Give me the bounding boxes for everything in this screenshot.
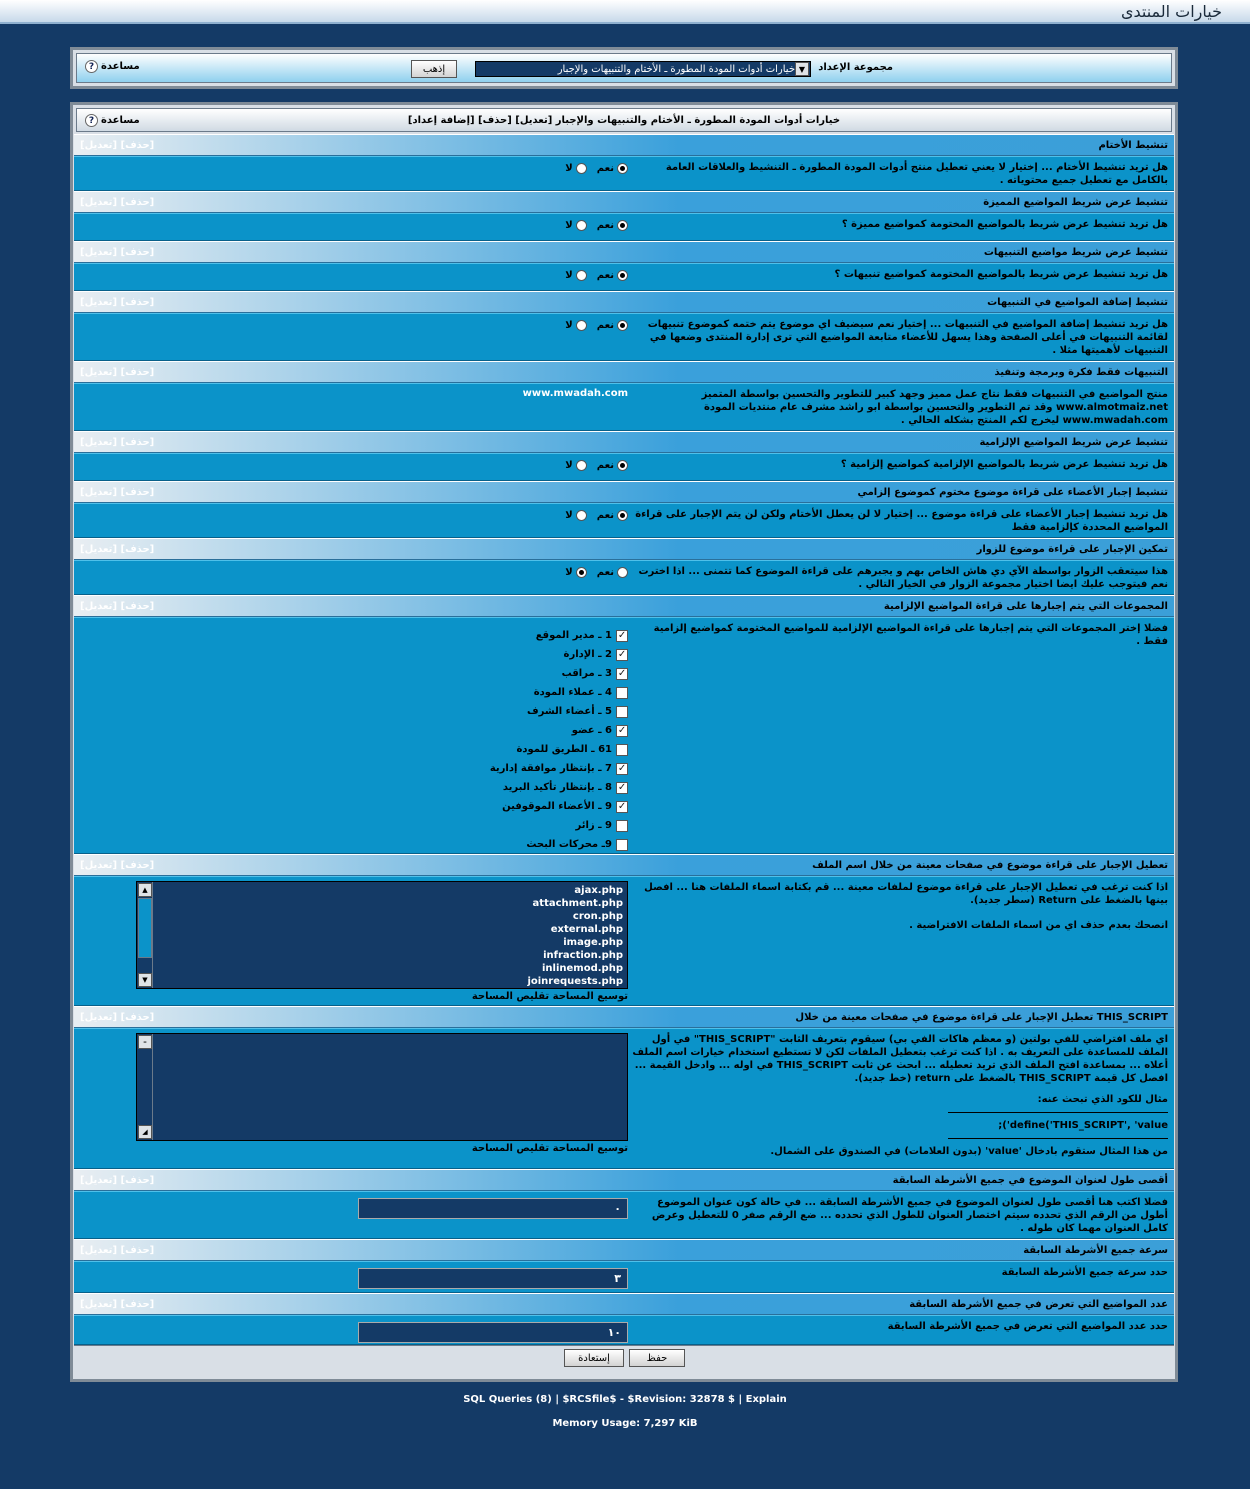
yes-no-radios <box>565 567 628 578</box>
edit-delete-links[interactable]: [تعديل] [حذف] <box>80 487 155 498</box>
go-button[interactable]: إذهب <box>411 60 457 78</box>
radio-no[interactable]: لا <box>565 163 586 174</box>
setting-header: تنشيط إضافة المواضيع في التنبيهات [تعديل] [حذف] <box>74 291 1174 313</box>
checkbox-icon <box>616 839 628 851</box>
help-icon: ? <box>85 114 98 127</box>
checkbox-icon: ✓ <box>617 629 627 641</box>
checkbox-icon: ✓ <box>617 781 627 793</box>
ticker-speed-input[interactable]: ٣ <box>358 1268 628 1289</box>
setting-description: منتج المواضيع في التنبيهات فقط نتاج عمل مميز وجهد كبير للتطوير والتحسين بواسطة المتميز www.almotmaiz.net وقد تم التطوير والتحسين بواسطة ابو راشد مشرف عام منتديات المودة www.mwadah.com ليخرج لكم المنتج بشكله الحالي . <box>701 389 1168 426</box>
setting-description: هذا سيتعقب الزوار بواسطة الآي دي هاش الخاص بهم و يجبرهم على قراءة الموضوع كما تتمنى ... اذا اخترت نعم فيتوجب عليك ايضا اختيار مجموعة الزوار في الخيار التالي . <box>638 566 1168 590</box>
setting-header: أقصى طول لعنوان الموضوع في جميع الأشرطة السابقة [تعديل] [حذف] <box>74 1169 1174 1191</box>
edit-delete-links[interactable]: [تعديل] [حذف] <box>80 367 155 378</box>
setting-row <box>74 453 1174 481</box>
setting-group-label: مجموعة الإعداد <box>818 62 893 73</box>
setting-row <box>74 876 1174 1006</box>
textarea-scrollbar[interactable] <box>137 882 153 988</box>
radio-yes[interactable]: نعم <box>597 567 628 578</box>
radio-no[interactable]: لا <box>565 567 586 578</box>
title-length-input[interactable]: ٠ <box>358 1198 628 1219</box>
settings-list <box>74 134 1174 1371</box>
edit-delete-links[interactable]: [تعديل] [حذف] <box>80 601 155 612</box>
radio-no[interactable]: لا <box>565 270 586 281</box>
setting-row <box>74 1028 1174 1169</box>
radio-yes[interactable]: نعم <box>597 460 628 471</box>
help-link-top[interactable] <box>85 60 140 73</box>
usergroup-checkbox[interactable]: ✓ 8 ـ بإنتظار تأكيد البريد <box>502 781 627 793</box>
setting-description: هل تريد تنشيط إجبار الأعضاء على قراءة موضوع ... إختيار لا لن يعطل الأختام ولكن لن يتم الإجبار على قراءة المواضيع المحددة كإلزامية فقط <box>635 509 1168 533</box>
setting-description: هل تريد تنشيط عرض شريط بالمواضيع الإلزامية كمواضيع إلزامية ؟ <box>840 459 1168 470</box>
setting-row <box>74 560 1174 595</box>
setting-description: فضلا إختر المجموعات التي يتم إجبارها على قراءة المواضيع الإلزامية للمواضيع المختومة كمواضيع إلزامية فقط . <box>653 623 1168 647</box>
setting-group-selected: خيارات أدوات المودة المطورة ـ الأختام والتنبيهات والإجبار <box>557 63 795 75</box>
setting-row <box>74 263 1174 291</box>
edit-delete-links[interactable]: [تعديل] [حذف] <box>80 544 155 555</box>
resize-links[interactable]: توسيع المساحة تقليص المساحة <box>471 991 628 1002</box>
setting-description: هل تريد تنشيط عرض شريط بالمواضيع المختومة كمواضيع تنبيهات ؟ <box>834 269 1168 280</box>
scroll-down-icon: ▼ <box>138 973 152 987</box>
setting-row <box>74 213 1174 241</box>
checkbox-icon: ✓ <box>617 800 627 812</box>
help-label: مساعدة <box>101 61 140 72</box>
edit-delete-links[interactable]: [تعديل] [حذف] <box>80 247 155 258</box>
setting-row <box>74 313 1174 361</box>
setting-description: هل تريد تنشيط إضافة المواضيع في التنبيهات ... إختيار نعم سيضيف اي موضوع يتم ختمه كموضوع تنبيهات لقائمة التنبيهات في أعلى الصفحة وهذا يسهل للأعضاء متابعة المواضيع التي ترى إدارة المنتدى وضعها في التنبيهات لأهميتها مثلا . <box>647 319 1168 356</box>
resize-links[interactable]: توسيع المساحة تقليص المساحة <box>471 1143 628 1154</box>
usergroup-checkbox[interactable]: ✓ 3 ـ مراقب <box>561 667 627 679</box>
setting-header: المجموعات التي يتم إجبارها على قراءة المواضيع الإلزامية [تعديل] [حذف] <box>74 595 1174 617</box>
setting-description: حدد سرعة جميع الأشرطة السابقة <box>1001 1267 1168 1278</box>
dropdown-arrow-icon[interactable]: ▼ <box>795 62 809 76</box>
radio-no[interactable]: لا <box>565 510 586 521</box>
usergroup-checkbox[interactable]: 9 ـ زائر <box>490 816 628 835</box>
usergroup-checkbox[interactable]: ✓ 9 ـ الأعضاء الموقوفين <box>502 800 627 812</box>
setting-header: تمكين الإجبار على قراءة موضوع للزوار [تعديل] [حذف] <box>74 538 1174 560</box>
usergroup-checkbox[interactable]: ✓ 1 ـ مدير الموقع <box>535 629 627 641</box>
usergroup-checkbox-list <box>490 626 628 854</box>
checkbox-icon: ✓ <box>617 724 627 736</box>
save-button[interactable]: حفظ <box>629 1349 685 1367</box>
checkbox-icon: ✓ <box>617 762 627 774</box>
reset-button[interactable]: إستعادة <box>564 1349 624 1367</box>
radio-yes[interactable]: نعم <box>597 510 628 521</box>
yes-no-radios <box>565 270 628 281</box>
checkbox-icon <box>616 744 628 756</box>
radio-no[interactable]: لا <box>565 460 586 471</box>
checkbox-icon <box>616 706 628 718</box>
checkbox-icon <box>616 820 628 832</box>
setting-header: تنشيط الأختام [تعديل] [حذف] <box>74 134 1174 156</box>
yes-no-radios <box>565 163 628 174</box>
edit-delete-links[interactable]: [تعديل] [حذف] <box>80 437 155 448</box>
setting-description: اي ملف افتراضي للفي بولتين (و معظم هاكات الفي بي) سيقوم بتعريف الثابت "THIS_SCRIPT" في أول الملف للمساعدة على التعريف به . اذا كنت ترغب بتعطيل الملفات لكن لا تستطيع استخدام خيارات اسم الملف أعلاه ... بمساعدة افتح الملف الذي تريد تعطيله ... ابحث عن ثابت THIS_SCRIPT في اوله ... وادخل القيمة ... افصل كل قيمة THIS_SCRIPT بالضغط على return (خط جديد). مثال للكود الذي تبحث عنه: ;('define('THIS_SCRIPT', 'value من هذا المثال ستقوم بادخال 'value' (بدون العلامات) في الصندوق على الشمال. <box>632 1034 1168 1157</box>
page-title: خيارات المنتدى <box>1120 2 1222 21</box>
usergroup-checkbox[interactable]: ✓ 6 ـ عضو <box>571 724 627 736</box>
setting-description: هل تريد تنشيط الأختام ... إختيار لا يعني تعطيل منتج أدوات المودة المطورة ـ التنشيط والعلاقات العامة بالكامل مع تعطيل جميع محتوياته . <box>665 162 1168 186</box>
yes-no-radios <box>565 320 628 331</box>
credit-value: www.mwadah.com <box>522 388 628 399</box>
radio-yes[interactable]: نعم <box>597 163 628 174</box>
edit-delete-links[interactable]: [تعديل] [حذف] <box>80 197 155 208</box>
edit-delete-links[interactable]: [تعديل] [حذف] <box>80 1012 155 1023</box>
textarea-scrollbar[interactable] <box>137 1034 153 1140</box>
this-script-textarea[interactable] <box>136 1033 628 1141</box>
setting-header: تنشيط عرض شريط المواضيع الإلزامية [تعديل] [حذف] <box>74 431 1174 453</box>
setting-header: تنشيط عرض شريط مواضيع التنبيهات [تعديل] [حذف] <box>74 241 1174 263</box>
filenames-textarea[interactable]: ajax.php attachment.php cron.php external.php image.php infraction.php inlinemod.php joinrequests.php ▲ ▼ <box>136 881 628 989</box>
scroll-down-icon: ◢ <box>138 1125 152 1139</box>
help-link-main[interactable] <box>85 114 140 127</box>
usergroup-checkbox[interactable]: ✓ 2 ـ الإدارة <box>563 648 627 660</box>
checkbox-icon: ✓ <box>617 648 627 660</box>
radio-yes[interactable]: نعم <box>597 320 628 331</box>
setting-row <box>74 1315 1174 1345</box>
edit-delete-links[interactable]: [تعديل] [حذف] <box>80 1299 155 1310</box>
setting-group-select[interactable] <box>475 61 811 77</box>
setting-row <box>74 156 1174 191</box>
usergroup-checkbox[interactable]: 9ـ محركات البحث <box>490 835 628 854</box>
footer-memory: Memory Usage: 7,297 KiB <box>552 1418 698 1429</box>
usergroup-checkbox[interactable]: 5 ـ أعضاء الشرف <box>490 702 628 721</box>
setting-row <box>74 1261 1174 1293</box>
setting-row <box>74 1191 1174 1239</box>
radio-no[interactable]: لا <box>565 320 586 331</box>
checkbox-icon <box>616 687 628 699</box>
edit-delete-links[interactable]: [تعديل] [حذف] <box>80 860 155 871</box>
setting-row <box>74 617 1174 854</box>
page-header <box>0 0 1250 24</box>
edit-delete-links[interactable]: [تعديل] [حذف] <box>80 297 155 308</box>
setting-description: فضلا اكتب هنا أقصى طول لعنوان الموضوع في جميع الأشرطة السابقة ... في حالة كون عنوان الموضوع أطول من الرقم الذي تحدده سيتم اختصار العنوان للطول الذي تحدده ... ضع الرقم صفر 0 للتعطيل وعرض كامل العنوان مهما كان طوله . <box>651 1197 1168 1234</box>
yes-no-radios <box>565 220 628 231</box>
edit-delete-links[interactable]: [تعديل] [حذف] <box>80 1175 155 1186</box>
help-label: مساعدة <box>101 115 140 126</box>
setting-header: عدد المواضيع التي تعرض في جميع الأشرطة السابقة [تعديل] [حذف] <box>74 1293 1174 1315</box>
form-buttons-row <box>74 1345 1174 1371</box>
usergroup-checkbox[interactable]: 4 ـ عملاء المودة <box>490 683 628 702</box>
setting-header: تنشيط عرض شريط المواضيع المميزة [تعديل] [حذف] <box>74 191 1174 213</box>
setting-header: تعطيل الإجبار على قراءة موضوع في صفحات معينة من خلال اسم الملف [تعديل] [حذف] <box>74 854 1174 876</box>
scroll-up-icon: ▲ <box>138 883 152 897</box>
setting-group-panel <box>70 47 1178 89</box>
setting-description: حدد عدد المواضيع التي تعرض في جميع الأشرطة السابقة <box>887 1321 1168 1332</box>
edit-delete-links[interactable]: [تعديل] [حذف] <box>80 140 155 151</box>
edit-delete-links[interactable]: [تعديل] [حذف] <box>80 1245 155 1256</box>
yes-no-radios <box>565 460 628 471</box>
setting-header: التنبيهات فقط فكرة وبرمجة وتنفيذ [تعديل] [حذف] <box>74 361 1174 383</box>
radio-no[interactable]: لا <box>565 220 586 231</box>
setting-row <box>74 383 1174 431</box>
radio-yes[interactable]: نعم <box>597 220 628 231</box>
yes-no-radios <box>565 510 628 521</box>
settings-panel-title: خيارات أدوات المودة المطورة ـ الأختام والتنبيهات والإجبار [تعديل] [حذف] [إضافة إعداد] <box>407 115 841 126</box>
setting-header: تنشيط إجبار الأعضاء على قراءة موضوع مختوم كموضوع إلزامي [تعديل] [حذف] <box>74 481 1174 503</box>
setting-header: سرعة جميع الأشرطة السابقة [تعديل] [حذف] <box>74 1239 1174 1261</box>
footer-queries: SQL Queries (8) | $RCSfile$ - $Revision: 32878 $ | Explain <box>463 1394 787 1405</box>
usergroup-checkbox[interactable]: 61 ـ الطريق للمودة <box>490 740 628 759</box>
setting-header: تعطيل الإجبار على قراءة موضوع في صفحات معينة من خلال THIS_SCRIPT [تعديل] [حذف] <box>74 1006 1174 1028</box>
scroll-thumb <box>138 898 152 958</box>
radio-yes[interactable]: نعم <box>597 270 628 281</box>
usergroup-checkbox[interactable]: ✓ 7 ـ بإنتظار موافقة إدارية <box>489 762 627 774</box>
topic-count-input[interactable]: ١٠ <box>358 1322 628 1343</box>
setting-description: هل تريد تنشيط عرض شريط بالمواضيع المختومة كمواضيع مميزة ؟ <box>841 219 1168 230</box>
checkbox-icon: ✓ <box>617 667 627 679</box>
setting-row <box>74 503 1174 538</box>
help-icon: ? <box>85 60 98 73</box>
setting-description: اذا كنت ترغب في تعطيل الإجبار على قراءة موضوع لملفات معينة ... قم بكتابة اسماء الملفات هنا ... افصل بينها بالضغط على Return (سطر جديد). انصحك بعدم حذف اي من اسماء الملفات الافتراضية . <box>644 882 1168 931</box>
scroll-up-icon: – <box>138 1035 152 1049</box>
